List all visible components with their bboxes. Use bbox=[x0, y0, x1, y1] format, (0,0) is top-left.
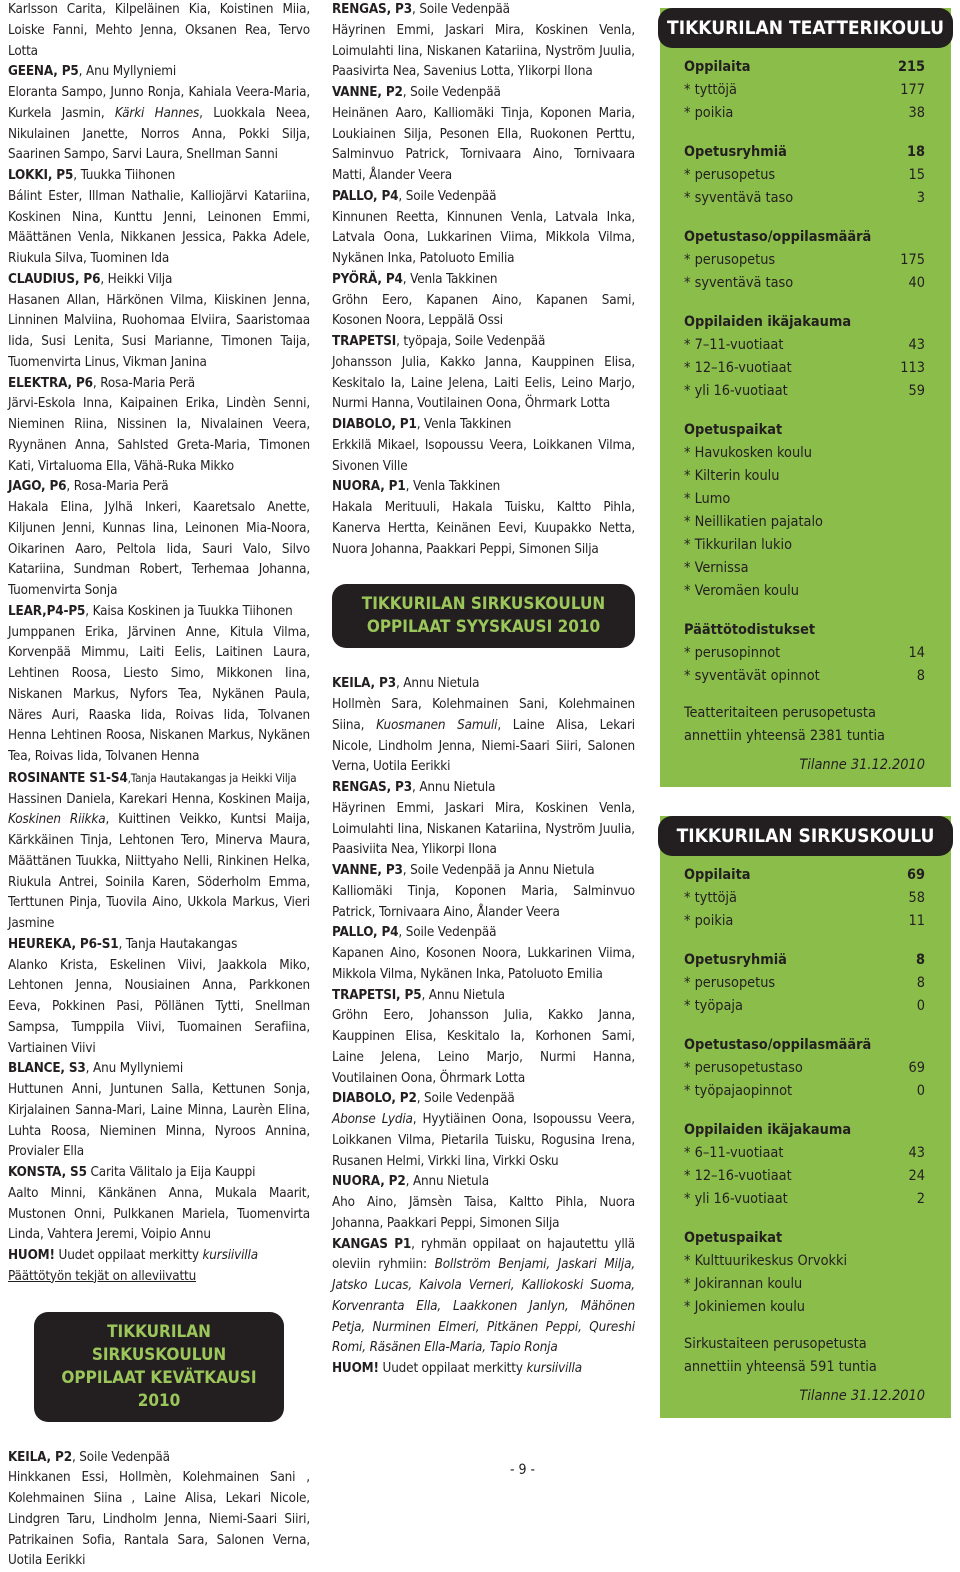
stat-heading-label: Opetuspaikat bbox=[684, 422, 783, 438]
stat-label: * Veromäen koulu bbox=[684, 583, 799, 599]
text-segment: Gröhn Eero, Kapanen Aino, Kapanen Sami, Kosonen Noora, Leppälä Ossi bbox=[332, 292, 635, 329]
stat-value: 8 bbox=[916, 975, 925, 991]
stat-section-heading bbox=[684, 141, 925, 164]
group-heading bbox=[8, 374, 310, 395]
stat-heading-label: Oppilaiden ikäjakauma bbox=[684, 314, 852, 330]
text-segment: Aalto Minni, Känkänen Anna, Mukala Maarit, Mustonen Onni, Pulkkanen Mariela, Tuomenvirta Linda, Vahtera Jeremi, Voipio Annu bbox=[8, 1185, 310, 1243]
stat-label: * perusopinnot bbox=[684, 645, 781, 661]
group-teacher: , Tanja Hautakangas bbox=[118, 936, 238, 952]
text-segment: Hakala Merituuli, Hakala Tuisku, Kaltto Pihla, Kanerva Hertta, Keinänen Eevi, Kuupakko Netta, Nuora Johanna, Paakkari Peppi, Simonen Silja bbox=[332, 500, 635, 557]
stat-label: * tyttöjä bbox=[684, 82, 737, 98]
stat-row bbox=[684, 1296, 925, 1319]
stat-note: Teatteritaiteen perusopetusta annettiin yhteensä 2381 tuntia bbox=[684, 705, 885, 744]
stat-row bbox=[684, 557, 925, 580]
sirkuskoulu-stats bbox=[660, 856, 951, 1418]
group-teacher: , Soile Vedenpää bbox=[411, 2, 510, 17]
group-name: BLANCE, S3 bbox=[8, 1061, 86, 1077]
group-heading bbox=[8, 602, 310, 623]
section-banner bbox=[332, 584, 635, 648]
middle-text-column bbox=[332, 0, 635, 1380]
stat-heading-value: 8 bbox=[915, 952, 925, 968]
stat-label: * yli 16-vuotiaat bbox=[684, 383, 788, 399]
stat-section-heading bbox=[684, 311, 925, 334]
group-name: GEENA, P5 bbox=[8, 64, 79, 80]
stat-label: * syventävät opinnot bbox=[684, 668, 820, 684]
group-heading bbox=[332, 1089, 635, 1110]
stat-value: 177 bbox=[900, 82, 925, 98]
group-name: RENGAS, P3 bbox=[332, 2, 412, 17]
group-teacher: , Venla Takkinen bbox=[416, 417, 512, 432]
stat-label: * Neillikatien pajatalo bbox=[684, 514, 823, 530]
stat-label: * perusopetustaso bbox=[684, 1060, 803, 1076]
stat-row bbox=[684, 511, 925, 534]
stat-row bbox=[684, 642, 925, 665]
stat-label: * Tikkurilan lukio bbox=[684, 537, 792, 553]
stat-section-heading bbox=[684, 1034, 925, 1057]
stat-heading-value: 215 bbox=[897, 59, 925, 75]
stat-row bbox=[684, 272, 925, 295]
text-paragraph bbox=[8, 187, 310, 270]
stat-row bbox=[684, 380, 925, 403]
text-segment: Eloranta Sampo, Junno Ronja, Kahiala Veera-Maria, Kurkela Jasmin, bbox=[8, 85, 310, 121]
stat-value: 11 bbox=[908, 913, 925, 929]
group-teacher: , Rosa-Maria Perä bbox=[92, 375, 195, 391]
text-paragraph bbox=[332, 882, 635, 924]
group-name: NUORA, P1 bbox=[332, 479, 406, 495]
group-name: HEUREKA, P6-S1 bbox=[8, 936, 119, 952]
stat-label: * perusopetus bbox=[684, 167, 776, 183]
text-paragraph bbox=[332, 695, 635, 778]
group-teacher: , Soile Vedenpää ja Annu Nietula bbox=[402, 863, 595, 878]
text-segment: HUOM! bbox=[8, 1248, 55, 1263]
stat-row bbox=[684, 1273, 925, 1296]
page-number: - 9 - bbox=[510, 1462, 536, 1478]
stat-heading-label: Oppilaita bbox=[684, 59, 751, 75]
stat-value: 14 bbox=[908, 645, 925, 661]
group-name: DIABOLO, P2 bbox=[332, 1091, 417, 1107]
text-paragraph bbox=[8, 291, 310, 374]
stat-row bbox=[684, 1188, 925, 1211]
text-segment: Huttunen Anni, Juntunen Salla, Kettunen Sonja, Kirjalainen Sanna-Mari, Laine Minna, Laurèn Elina, Luhta Roosa, Nieminen Minna, Nyroos Annina, Provialer Ella bbox=[8, 1082, 310, 1160]
text-paragraph bbox=[332, 21, 635, 83]
group-heading bbox=[8, 768, 310, 790]
text-segment: Aho Aino, Jämsèn Taisa, Kaltto Pihla, Nuora Johanna, Paakkari Peppi, Simonen Silja bbox=[332, 1195, 635, 1231]
group-name: PYÖRÄ, P4 bbox=[332, 271, 403, 287]
text-paragraph bbox=[8, 1267, 310, 1288]
text-segment: , Laine Alisa, Lekari Nicole, Lindholm Jenna, Niemi-Saari Siiri, Salonen Verna, Uotila Eerikki bbox=[332, 717, 636, 775]
banner-line: OPPILAAT SYYSKAUSI 2010 bbox=[366, 617, 601, 638]
text-segment: Kinnunen Reetta, Kinnunen Venla, Latvala Inka, Latvala Oona, Lukkarinen Viima, Mikkola Vilma, Nykänen Inka, Patoluoto Emilia bbox=[332, 209, 635, 266]
group-name: NUORA, P2 bbox=[332, 1174, 406, 1190]
group-name: ELEKTRA, P6 bbox=[8, 375, 93, 391]
group-teacher: , Venla Takkinen bbox=[405, 479, 501, 495]
stat-value: 69 bbox=[908, 1060, 925, 1076]
text-segment: , Kuittinen Veikko, Kuntsi Maija, Kärkkäinen Tinja, Lehtonen Tero, Minerva Maura, Määttänen Tuukka, Niittyaho Nelli, Rinkinen Helka, Riukula Antrei, Soinila Karen, Söderholm Emma, Terttunen Pinja, Tuovila Aino, Ukkola Markus, Vieri Jasmine bbox=[8, 812, 310, 931]
group-name: KANGAS P1 bbox=[332, 1236, 412, 1252]
group-teacher: , Tuukka Tiihonen bbox=[73, 168, 176, 183]
stat-value: 24 bbox=[908, 1168, 925, 1184]
text-segment: Hassinen Daniela, Karekari Henna, Koskinen Maija, bbox=[8, 791, 310, 807]
group-teacher: , Annu Nietula bbox=[395, 676, 480, 692]
text-segment: Häyrinen Emmi, Jaskari Mira, Koskinen Venla, Loimulahti Iina, Niskanen Katariina, Nyström Juulia, Paasivirta Nea, Savenius Lotta, Ylikorpi Ilona bbox=[332, 22, 635, 80]
stat-label: * Jokirannan koulu bbox=[684, 1276, 803, 1292]
stat-heading-label: Opetusryhmiä bbox=[684, 952, 787, 968]
text-segment: Jumppanen Erika, Järvinen Anne, Kitula Vilma, Korvenpää Mimmu, Laiti Eelis, Laitinen Laura, Lehtinen Roosa, Liesto Simo, Mikkonen Iina, Niskanen Markus, Nyfors Tea, Nykänen Paula, Näres Auri, Raaska Iida, Roivas Iida, Tolvanen Henna Lehtinen Roosa, Niskanen Markus, Nykänen Tea, Roivas Iida, Tolvanen Henna bbox=[8, 624, 310, 764]
text-paragraph bbox=[8, 1080, 310, 1163]
text-paragraph bbox=[332, 436, 635, 478]
group-name: DIABOLO, P1 bbox=[332, 417, 417, 432]
teatterikoulu-stats bbox=[660, 48, 951, 787]
stat-value: 43 bbox=[908, 1145, 925, 1161]
sirkuskoulu-stats-box bbox=[660, 816, 951, 1418]
group-heading bbox=[8, 477, 310, 498]
banner-line: TIKKURILAN SIRKUSKOULUN bbox=[361, 594, 606, 615]
banner-line: TIKKURILAN SIRKUSKOULUN bbox=[91, 1321, 227, 1365]
group-teacher: , Soile Vedenpää bbox=[398, 188, 497, 204]
stat-row bbox=[684, 910, 925, 933]
group-heading bbox=[332, 674, 635, 695]
group-teacher: , Anu Myllyniemi bbox=[78, 64, 177, 80]
text-paragraph bbox=[332, 1110, 635, 1172]
text-paragraph bbox=[8, 1246, 310, 1267]
group-heading bbox=[332, 415, 635, 436]
stat-label: * 6–11-vuotiaat bbox=[684, 1145, 784, 1161]
text-paragraph bbox=[332, 353, 635, 415]
group-teacher: Carita Välitalo ja Eija Kauppi bbox=[86, 1165, 256, 1180]
group-name: VANNE, P2 bbox=[332, 85, 403, 100]
stat-heading-value: 69 bbox=[906, 867, 925, 883]
sirkuskoulu-title: TIKKURILAN SIRKUSKOULU bbox=[658, 816, 953, 856]
text-paragraph bbox=[332, 498, 635, 560]
text-segment: Häyrinen Emmi, Jaskari Mira, Koskinen Venla, Loimulahti Iina, Niskanen Katariina, Nyström Juulia, Paasiviita Nea, Ylikorpi Ilona bbox=[332, 800, 635, 858]
stat-value: 40 bbox=[908, 275, 925, 291]
group-teacher: , Kaisa Koskinen ja Tuukka Tiihonen bbox=[85, 603, 293, 619]
stat-row bbox=[684, 665, 925, 688]
stat-row bbox=[684, 249, 925, 272]
group-heading bbox=[332, 861, 635, 882]
text-segment: Kalliomäki Tinja, Koponen Maria, Salminvuo Patrick, Tornivaara Aino, Ålander Veera bbox=[332, 883, 635, 920]
stat-value: 38 bbox=[908, 105, 925, 121]
stat-label: * tyttöjä bbox=[684, 890, 737, 906]
stat-row bbox=[684, 1142, 925, 1165]
stat-section-heading bbox=[684, 949, 925, 972]
text-segment: Johansson Julia, Kakko Janna, Kauppinen Elisa, Keskitalo Ia, Laine Jelena, Laiti Eelis, Leino Marjo, Nurmi Hanna, Voutilainen Oona, Öhrmark Lotta bbox=[332, 354, 635, 412]
stat-label: * perusopetus bbox=[684, 975, 776, 991]
stat-row bbox=[684, 102, 925, 125]
stat-value: 175 bbox=[900, 252, 925, 268]
group-heading bbox=[332, 270, 635, 291]
stat-heading-label: Opetusryhmiä bbox=[684, 144, 787, 160]
stat-row bbox=[684, 442, 925, 465]
stat-value: 8 bbox=[916, 668, 925, 684]
text-segment: Hakala Elina, Jylhä Inkeri, Kaaretsalo Anette, Kiljunen Jenni, Kunnas Iina, Leinonen Mia-Noora, Oikarinen Aaro, Peltola Iida, Sauri Valo, Silvo Katariina, Sundman Robert, Terhemaa Johanna, Tuomenvirta Sonja bbox=[8, 500, 310, 598]
text-paragraph bbox=[8, 498, 310, 602]
text-paragraph bbox=[332, 944, 635, 986]
stat-value: 113 bbox=[900, 360, 925, 376]
stat-label: * Kulttuurikeskus Orvokki bbox=[684, 1253, 848, 1269]
text-segment: Abonse Lydia bbox=[332, 1112, 413, 1127]
stat-section-heading bbox=[684, 1227, 925, 1250]
text-segment: Heinänen Aaro, Kalliomäki Tinja, Koponen Maria, Loukiainen Silja, Pesonen Ella, Ruokonen Perttu, Salminvuo Patrick, Tornivaara Aino, Tornivaara Matti, Ålander Veera bbox=[332, 105, 635, 183]
stat-heading-label: Päättötodistukset bbox=[684, 622, 816, 638]
group-name: TRAPETSI, P5 bbox=[332, 987, 422, 1003]
group-name: PALLO, P4 bbox=[332, 188, 399, 204]
group-teacher: , Soile Vedenpää bbox=[416, 1091, 515, 1107]
group-heading bbox=[332, 477, 635, 498]
stat-label: * 12–16-vuotiaat bbox=[684, 360, 792, 376]
stat-section-heading bbox=[684, 1119, 925, 1142]
stat-row bbox=[684, 334, 925, 357]
text-segment: Kuosmanen Samuli bbox=[376, 717, 498, 733]
text-segment: Järvi-Eskola Inna, Kaipainen Erika, Lindèn Senni, Nieminen Riina, Nissinen Ia, Nivalainen Veera, Ryynänen Anna, Sahlsted Greta-Maria, Timonen Kati, Virtaluoma Ella, Vähä-Ruka Mikko bbox=[8, 396, 310, 474]
banner-line: OPPILAAT KEVÄTKAUSI 2010 bbox=[61, 1367, 257, 1411]
text-segment: Hinkkanen Essi, Hollmèn, Kolehmainen Sani , Kolehmainen Siina , Laine Alisa, Lekari Nicole, Lindgren Taru, Lindholm Jenna, Niemi-Saari Siiri, Patrikainen Sofia, Rantala Sara, Salonen Verna, Uotila Eerikki bbox=[8, 1470, 310, 1569]
stat-label: * työpajaopinnot bbox=[684, 1083, 793, 1099]
group-heading bbox=[8, 62, 310, 83]
stat-row bbox=[684, 488, 925, 511]
stat-row bbox=[684, 580, 925, 603]
group-heading bbox=[8, 935, 310, 956]
group-heading bbox=[332, 778, 635, 799]
stat-value: 15 bbox=[908, 167, 925, 183]
group-teacher: , Annu Nietula bbox=[405, 1174, 489, 1190]
left-text-column bbox=[8, 0, 310, 1572]
stat-heading-value: 18 bbox=[906, 144, 925, 160]
group-name: LOKKI, P5 bbox=[8, 168, 74, 183]
stat-row bbox=[684, 357, 925, 380]
text-paragraph bbox=[8, 83, 310, 166]
group-heading bbox=[332, 986, 635, 1007]
text-segment: Kapanen Aino, Kosonen Noora, Lukkarinen Viima, Mikkola Vilma, Nykänen Inka, Patoluoto Emilia bbox=[332, 946, 635, 982]
group-heading bbox=[8, 270, 310, 291]
teatterikoulu-title: TIKKURILAN TEATTERIKOULU bbox=[658, 8, 953, 48]
stat-date: Tilanne 31.12.2010 bbox=[799, 757, 925, 773]
stat-label: * syventävä taso bbox=[684, 275, 794, 291]
group-heading bbox=[8, 1163, 310, 1184]
text-segment: Päättötyön tekjät on alleviivattu bbox=[8, 1268, 197, 1284]
text-segment: Hasanen Allan, Härkönen Vilma, Kiiskinen Jenna, Linninen Malviina, Ruohomaa Elviira, Saaristomaa Iida, Susi Lenita, Susi Marianne, Timonen Taija, Tuomenvirta Linus, Vikman Janina bbox=[8, 292, 310, 370]
section-banner bbox=[34, 1312, 284, 1422]
text-segment: Kärki Hannes bbox=[114, 105, 200, 121]
text-paragraph bbox=[8, 623, 310, 768]
text-segment: , Luokkala Neea, Nikulainen Janette, Norros Anna, Pokki Silja, Saarinen Sampo, Sarvi Laura, Snellman Sanni bbox=[8, 105, 310, 163]
stat-row bbox=[684, 887, 925, 910]
stat-label: * Havukosken koulu bbox=[684, 445, 812, 461]
group-teacher: , Soile Vedenpää bbox=[398, 925, 497, 941]
stat-row bbox=[684, 1165, 925, 1188]
stat-section-heading bbox=[684, 619, 925, 642]
stat-row bbox=[684, 1057, 925, 1080]
stat-section-heading bbox=[684, 226, 925, 249]
text-segment: Erkkilä Mikael, Isopoussu Veera, Loikkanen Vilma, Sivonen Ville bbox=[332, 437, 635, 474]
group-name: KONSTA, S5 bbox=[8, 1165, 87, 1180]
group-name: VANNE, P3 bbox=[332, 863, 403, 878]
teatterikoulu-stats-box bbox=[660, 8, 951, 787]
stat-label: * poikia bbox=[684, 913, 734, 929]
text-segment: Koskinen Riikka bbox=[8, 812, 106, 828]
stat-label: * 7–11-vuotiaat bbox=[684, 337, 784, 353]
group-name: ROSINANTE S1-S4 bbox=[8, 770, 128, 786]
group-teacher: , Soile Vedenpää bbox=[402, 85, 501, 100]
group-heading bbox=[332, 1235, 635, 1360]
text-segment: Bálint Ester, Illman Nathalie, Kalliojärvi Katariina, Koskinen Nina, Kunttu Jenni, Leinonen Emmi, Määttänen Venla, Nikkanen Jessica, Pakka Adele, Riukula Silva, Tuominen Ida bbox=[8, 188, 310, 266]
group-name: KEILA, P2 bbox=[8, 1449, 72, 1465]
stat-value: 59 bbox=[908, 383, 925, 399]
group-heading bbox=[332, 1172, 635, 1193]
text-segment: HUOM! bbox=[332, 1361, 379, 1376]
stat-label: * työpaja bbox=[684, 998, 743, 1014]
text-paragraph bbox=[8, 1468, 310, 1572]
stat-value: 0 bbox=[916, 998, 925, 1014]
group-heading bbox=[332, 83, 635, 104]
group-heading bbox=[8, 1448, 310, 1469]
stat-value: 58 bbox=[908, 890, 925, 906]
group-name: LEAR,P4-P5 bbox=[8, 603, 86, 619]
text-segment: , Hyytiäinen Oona, Isopoussu Veera, Loikkanen Vilma, Pietarila Tuisku, Rogusina Irena, Rusanen Helmi, Virkki Iina, Virkki Osku bbox=[332, 1112, 635, 1169]
text-paragraph bbox=[332, 799, 635, 861]
text-segment: Karlsson Carita, Kilpeläinen Kia, Koistinen Miia, Loiske Fanni, Mehto Jenna, Oksanen Rea, Tervo Lotta bbox=[8, 2, 310, 59]
stat-row bbox=[684, 164, 925, 187]
stat-row bbox=[684, 465, 925, 488]
group-heading bbox=[8, 166, 310, 187]
text-paragraph bbox=[8, 1184, 310, 1246]
text-segment: Hollmèn Sara, Kolehmainen Sani, Kolehmainen Siina, bbox=[332, 697, 635, 733]
stat-label: * perusopetus bbox=[684, 252, 776, 268]
group-heading bbox=[332, 187, 635, 208]
stat-heading-label: Opetustaso/oppilasmäärä bbox=[684, 229, 872, 245]
text-paragraph bbox=[332, 291, 635, 333]
stat-row bbox=[684, 187, 925, 210]
stat-label: * syventävä taso bbox=[684, 190, 794, 206]
group-name: RENGAS, P3 bbox=[332, 780, 412, 795]
group-name: KEILA, P3 bbox=[332, 676, 396, 692]
group-name: CLAUDIUS, P6 bbox=[8, 271, 101, 287]
stat-value: 2 bbox=[916, 1191, 925, 1207]
group-heading bbox=[332, 332, 635, 353]
group-heading bbox=[332, 923, 635, 944]
stat-row bbox=[684, 534, 925, 557]
stat-section-heading bbox=[684, 419, 925, 442]
group-teacher: , Anu Myllyniemi bbox=[85, 1061, 184, 1077]
stat-value: 43 bbox=[908, 337, 925, 353]
group-teacher: ,Tanja Hautakangas ja Heikki Vilja bbox=[127, 770, 297, 785]
stat-label: * Kilterin koulu bbox=[684, 468, 780, 484]
text-segment: kursiivilla bbox=[526, 1361, 582, 1376]
stat-label: * Jokiniemen koulu bbox=[684, 1299, 805, 1315]
stat-label: * Vernissa bbox=[684, 560, 749, 576]
stat-note: Sirkustaiteen perusopetusta annettiin yhteensä 591 tuntia bbox=[684, 1336, 877, 1375]
text-paragraph bbox=[332, 1359, 635, 1380]
stat-row bbox=[684, 79, 925, 102]
text-paragraph bbox=[332, 1193, 635, 1235]
group-heading bbox=[8, 1059, 310, 1080]
stat-heading-label: Oppilaiden ikäjakauma bbox=[684, 1122, 852, 1138]
stat-label: * Lumo bbox=[684, 491, 731, 507]
text-segment: kursiivilla bbox=[202, 1248, 258, 1263]
text-segment: Uudet oppilaat merkitty bbox=[378, 1361, 527, 1376]
stat-heading-label: Opetuspaikat bbox=[684, 1230, 783, 1246]
text-paragraph bbox=[332, 208, 635, 270]
text-paragraph bbox=[332, 1006, 635, 1089]
group-teacher: , työpaja, Soile Vedenpää bbox=[396, 334, 546, 349]
stat-heading-label: Oppilaita bbox=[684, 867, 751, 883]
stat-label: * 12–16-vuotiaat bbox=[684, 1168, 792, 1184]
group-heading bbox=[332, 0, 635, 21]
stat-row bbox=[684, 1250, 925, 1273]
group-teacher: , Heikki Vilja bbox=[100, 271, 173, 287]
text-segment: Alanko Krista, Eskelinen Viivi, Jaakkola Miko, Lehtonen Jenna, Nousiainen Anna, Parkkonen Eeva, Pokkinen Pasi, Pöllänen Tytti, Snellman Sampsa, Tumppila Viivi, Tuomainen Serafiina, Vartiainen Viivi bbox=[8, 957, 310, 1056]
group-teacher: , Venla Takkinen bbox=[402, 271, 498, 287]
group-teacher: , Annu Nietula bbox=[411, 780, 496, 795]
group-members-note: Bollström Benjami, Jaskari Milja, Jatsko Lucas, Kaivola Verneri, Kalliokoski Suoma, Korvenranta Ella, Laakkonen Janlyn, Mähönen Petja, Nurminen Elmeri, Pitkänen Peppi, Qureshi Romi, Räsänen Ella-Maria, Tapio Ronja bbox=[332, 1257, 635, 1356]
text-segment: Uudet oppilaat merkitty bbox=[54, 1248, 203, 1263]
stat-row bbox=[684, 1080, 925, 1103]
stat-heading-label: Opetustaso/oppilasmäärä bbox=[684, 1037, 872, 1053]
group-teacher: , Soile Vedenpää bbox=[71, 1449, 170, 1465]
stat-label: * poikia bbox=[684, 105, 734, 121]
stat-section-heading bbox=[684, 864, 925, 887]
text-segment: Gröhn Eero, Johansson Julia, Kakko Janna, Kauppinen Elisa, Keskitalo Ia, Korhonen Sami, Laine Jelena, Leino Marjo, Nurmi Hanna, Voutilainen Oona, Öhrmark Lotta bbox=[332, 1008, 635, 1086]
stat-row bbox=[684, 995, 925, 1018]
stat-section-heading bbox=[684, 56, 925, 79]
text-paragraph bbox=[8, 0, 310, 62]
stat-date: Tilanne 31.12.2010 bbox=[799, 1388, 925, 1404]
group-teacher: , Annu Nietula bbox=[421, 987, 505, 1003]
group-teacher: , Rosa-Maria Perä bbox=[66, 479, 169, 495]
stat-row bbox=[684, 972, 925, 995]
stat-value: 0 bbox=[916, 1083, 925, 1099]
stat-label: * yli 16-vuotiaat bbox=[684, 1191, 788, 1207]
text-paragraph bbox=[8, 790, 310, 935]
group-name: JAGO, P6 bbox=[8, 479, 67, 495]
stat-value: 3 bbox=[916, 190, 925, 206]
group-name: PALLO, P4 bbox=[332, 925, 399, 941]
text-paragraph bbox=[8, 956, 310, 1060]
text-paragraph bbox=[332, 104, 635, 187]
text-paragraph bbox=[8, 394, 310, 477]
group-teacher: , ryhmän oppilaat on hajautettu yllä oleviin ryhmiin: bbox=[332, 1236, 635, 1273]
group-name: TRAPETSI bbox=[332, 334, 397, 349]
